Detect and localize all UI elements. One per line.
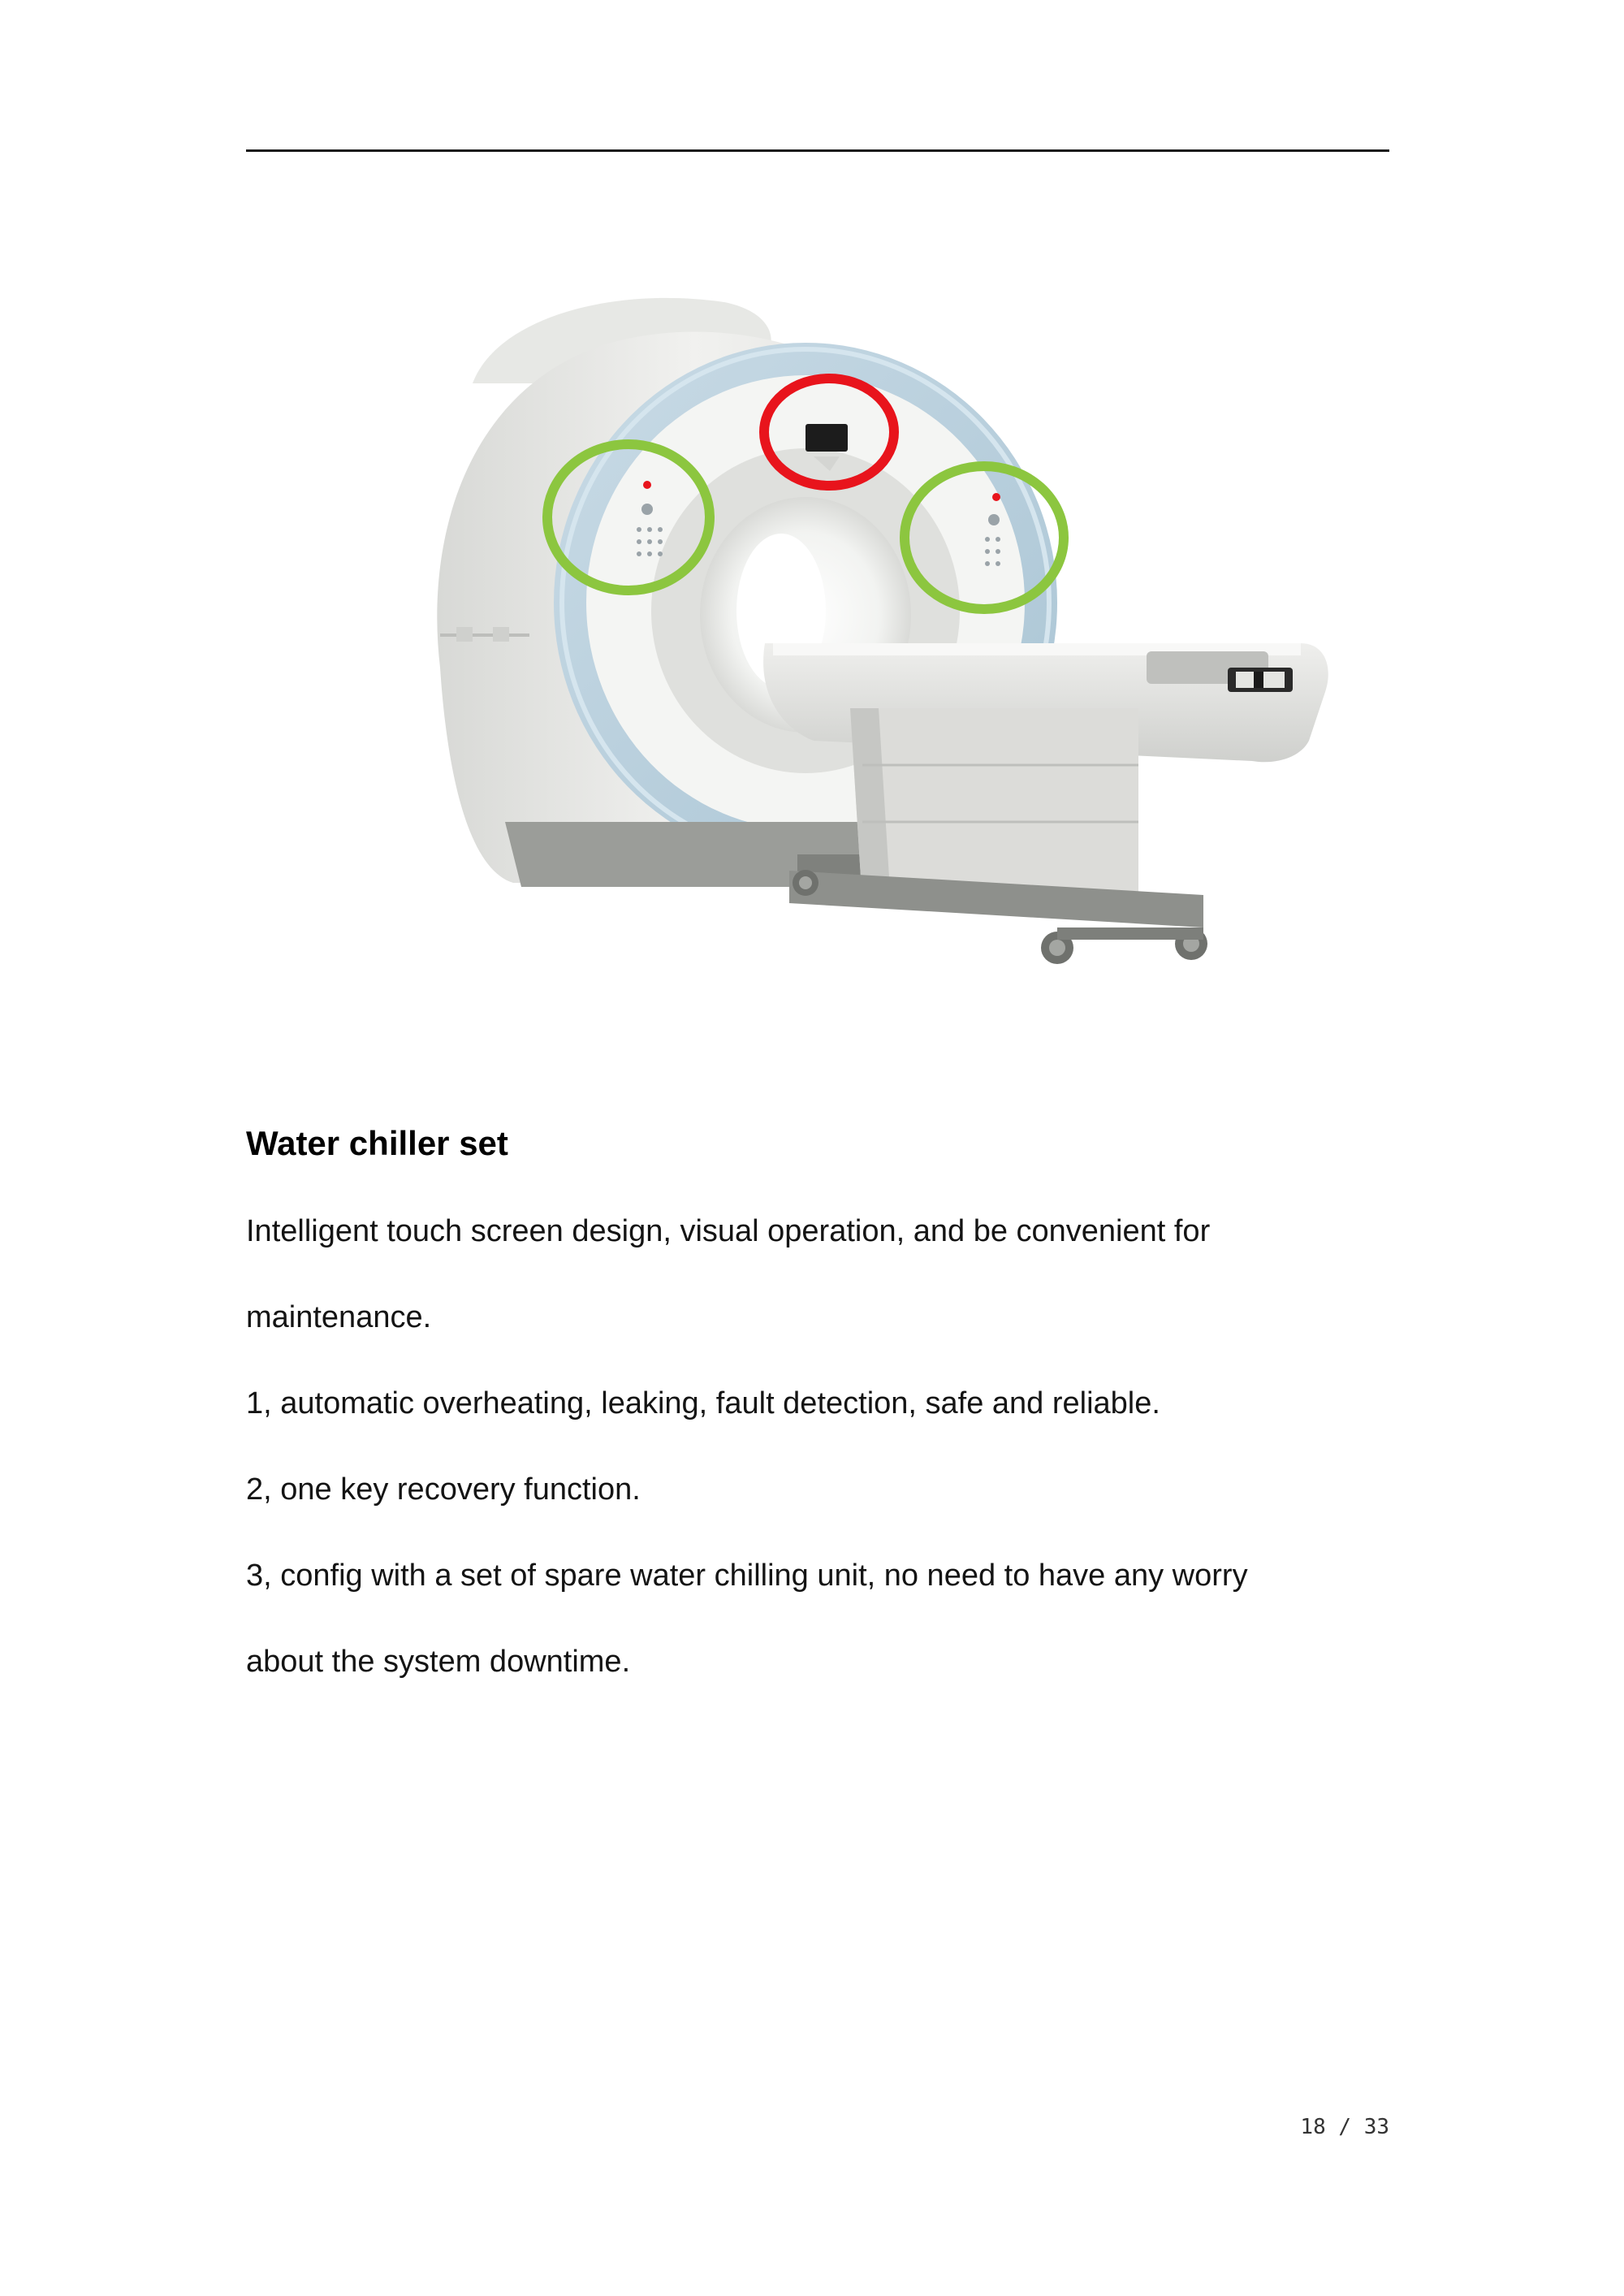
section-title: Water chiller set [246, 1124, 508, 1162]
intro-line-1: Intelligent touch screen design, visual operation, and be convenient for [246, 1214, 1211, 1248]
page-number: 18 / 33 [1300, 2115, 1389, 2139]
header-rule [246, 149, 1389, 152]
feature-item-3-line-2: about the system downtime. [246, 1645, 631, 1679]
touch-screen [806, 424, 848, 452]
feature-item-1: 1, automatic overheating, leaking, fault detection, safe and reliable. [246, 1386, 1160, 1420]
intro-line-2: maintenance. [246, 1300, 432, 1334]
patient-table-pedestal [850, 708, 1138, 903]
mri-scanner-illustration [424, 286, 1346, 966]
mri-scanner-figure [424, 286, 1346, 966]
feature-item-2: 2, one key recovery function. [246, 1472, 641, 1507]
feature-item-3-line-1: 3, config with a set of spare water chilling unit, no need to have any worry [246, 1559, 1248, 1593]
